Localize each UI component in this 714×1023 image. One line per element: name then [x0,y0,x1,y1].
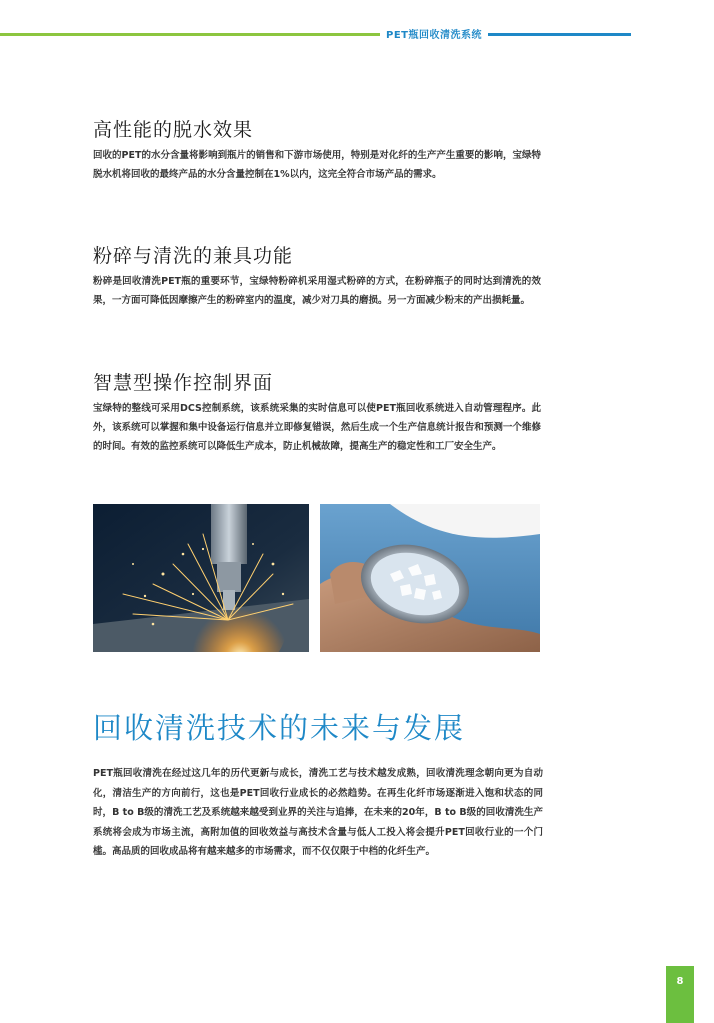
pet-flakes-illustration [320,504,540,652]
cutting-sparks-illustration [93,504,309,652]
running-header-title: PET瓶回收清洗系统 [386,30,482,41]
future-development-title: 回收清洗技术的未来与发展 [93,711,466,745]
pet-flakes-in-hand-photo [320,504,540,652]
section-body: 粉碎是回收清洗PET瓶的重要环节，宝绿特粉碎机采用湿式粉碎的方式，在粉碎瓶子的同时达到清洗的效果，一方面可降低因摩擦产生的粉碎室内的温度，减少对刀具的磨损。另一方面减少粉末的产出损耗量。 [93,276,541,306]
section-title: 智慧型操作控制界面 [93,372,274,394]
header-green-rule [0,33,380,36]
section-control-interface [93,371,541,456]
page-number-tab [666,966,694,1023]
cutting-sparks-photo [93,504,309,652]
section-title: 粉碎与清洗的兼具功能 [93,245,294,267]
section-dewatering [93,118,541,184]
page-number: 8 [676,976,684,987]
section-crushing-washing [93,244,541,310]
future-development-body: PET瓶回收清洗在经过这几年的历代更新与成长，清洗工艺与技术越发成熟，回收清洗理念朝向更为自动化，清洁生产的方向前行，这也是PET回收行业成长的必然趋势。在再生化纤市场逐渐进入饱和状态的同时，B to B级的清洗工艺及系统越来越受到业界的关注与追捧，在未来的20年，B to B级的回收清洗生产系统将会成为市场主流，高附加值的回收效益与高技术含量与低人工投入将会提升PET回收行业的一个门槛。高品质的回收成品将有越来越多的市场需求，而不仅仅限于中档的化纤生产。 [93,768,543,857]
header-blue-rule [488,33,631,36]
section-title: 高性能的脱水效果 [93,119,254,141]
section-body: 回收的PET的水分含量将影响到瓶片的销售和下游市场使用，特别是对化纤的生产产生重要的影响，宝绿特脱水机将回收的最终产品的水分含量控制在1%以内，这完全符合市场产品的需求。 [93,150,541,180]
section-body: 宝绿特的整线可采用DCS控制系统，该系统采集的实时信息可以使PET瓶回收系统进入自动管理程序。此外，该系统可以掌握和集中设备运行信息并立即修复错误，然后生成一个生产信息统计报告和预测一个维修的时间。有效的监控系统可以降低生产成本，防止机械故障，提高生产的稳定性和工厂安全生产。 [93,403,541,452]
